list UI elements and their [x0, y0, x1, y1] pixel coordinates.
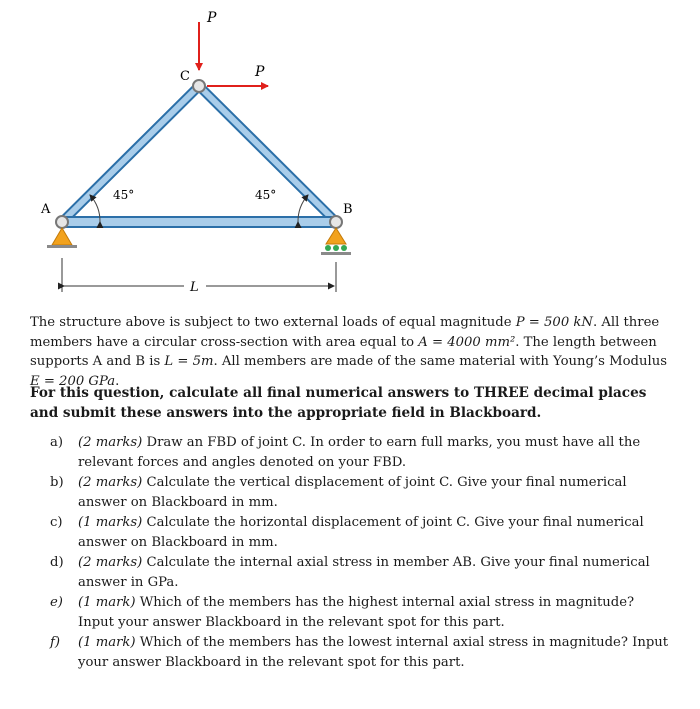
pin-support-a	[47, 228, 77, 248]
question-d	[50, 553, 670, 592]
cross-section-area: A = 4000 mm²	[418, 334, 516, 350]
span-dimension	[62, 258, 336, 292]
question-f	[50, 633, 670, 672]
load-label-right: P	[255, 64, 265, 80]
question-marks: (1 marks)	[78, 515, 143, 530]
question-label: a)	[50, 435, 64, 450]
problem-statement	[30, 313, 670, 391]
instructions: For this question, calculate all final numerical answers to THREE decimal places and submit these answers into the appropriate field in Blackboard.	[30, 385, 647, 421]
question-marks: (2 marks)	[78, 475, 143, 490]
intro-text-2: . All three members have a circular cross-section with area equal to	[30, 315, 660, 350]
question-marks: (2 marks)	[78, 435, 143, 450]
question-marks: (1 mark)	[78, 635, 136, 650]
question-list	[50, 433, 670, 673]
angle-label-right: 45°	[255, 188, 277, 202]
intro-text-4: . All members are made of the same material with Young’s Modulus	[213, 354, 667, 369]
load-magnitude: P = 500 kN	[515, 315, 593, 330]
span-label: L	[190, 280, 199, 295]
question-label: b)	[50, 475, 64, 490]
intro-text-1: The structure above is subject to two external loads of equal magnitude	[30, 315, 516, 330]
question-label: c)	[50, 515, 63, 530]
question-label: d)	[50, 555, 64, 570]
question-text: Calculate the internal axial stress in member AB. Give your final numerical answer in GPa.	[78, 555, 650, 590]
question-c	[50, 513, 670, 552]
question-e	[50, 593, 670, 632]
question-marks: (2 marks)	[78, 555, 143, 570]
question-text: Draw an FBD of joint C. In order to earn full marks, you must have all the relevant forces and angles denoted on your FBD.	[78, 435, 641, 470]
question-text: Calculate the vertical displacement of joint C. Give your final numerical answer on Blackboard in mm.	[78, 475, 627, 510]
joint-label-c: C	[180, 69, 190, 84]
intro-text-3: . The length between supports A and B is	[30, 334, 657, 369]
truss-figure	[0, 0, 700, 300]
question-text: Which of the members has the highest internal axial stress in magnitude? Input your answer Blackboard in the relevant spot for this part.	[78, 595, 635, 630]
question-b	[50, 473, 670, 512]
youngs-modulus: E = 200 GPa	[30, 373, 116, 389]
question-label: f)	[50, 635, 61, 650]
question-a	[50, 433, 670, 472]
joint-b-pin	[330, 216, 342, 228]
joint-label-b: B	[343, 202, 353, 217]
question-text: Calculate the horizontal displacement of joint C. Give your final numerical answer on Blackboard in mm.	[78, 515, 644, 550]
angle-label-left: 45°	[113, 188, 135, 202]
member-ab	[60, 217, 338, 227]
roller-support-b	[321, 228, 351, 255]
span-length: L = 5m	[164, 354, 214, 369]
joint-c-pin	[193, 80, 205, 92]
question-label: e)	[50, 595, 63, 610]
intro-text-5: .	[115, 373, 120, 389]
load-label-top: P	[207, 10, 217, 26]
joint-label-a: A	[41, 202, 51, 217]
joint-a-pin	[56, 216, 68, 228]
question-text: Which of the members has the lowest internal axial stress in magnitude? Input your answer Blackboard in the relevant spot for this part.	[78, 635, 669, 670]
question-marks: (1 mark)	[78, 595, 136, 610]
